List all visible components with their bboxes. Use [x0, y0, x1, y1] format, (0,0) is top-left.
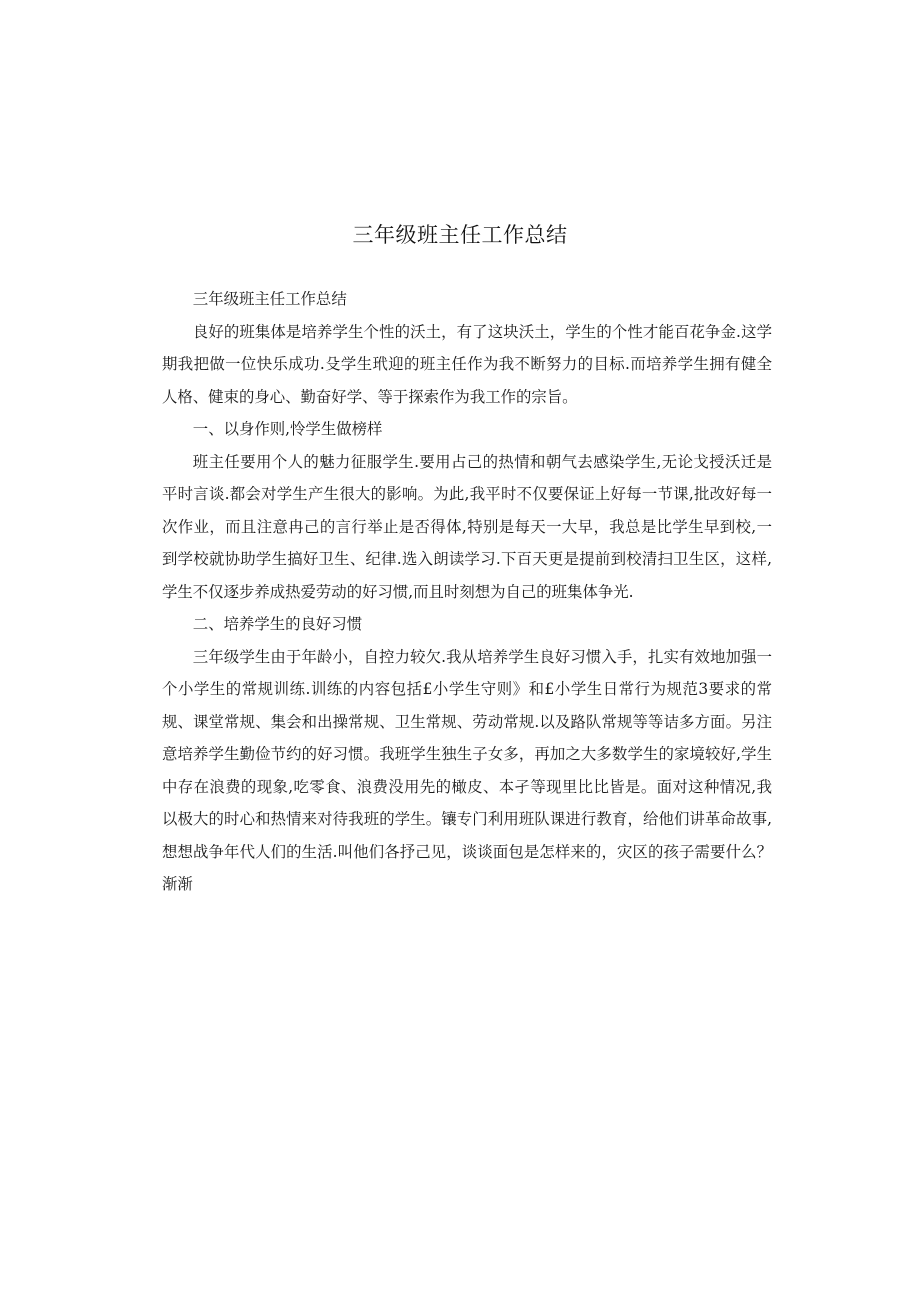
document-title: 三年级班主任工作总结 [352, 223, 568, 247]
paragraph-section-1: 班主任要用个人的魅力征服学生.要用占己的热情和朝气去感染学生,无论戈授沃迁是平时言谈.都会对学生产生很大的影响。为此,我平时不仅要保证上好每一节课,批改好每一次作业，而且注意冉己的言行举止是否得体,特别是每天一大早，我总是比学生早到校,一到学校就协助学生搞好卫生、纪律.选入朗读学习.下百天更是提前到校清扫卫生区，这样,学生不仅逐步养成热爱劳动的好习惯,而且时刻想为自己的班集体争光. [162, 452, 772, 601]
document-body [162, 283, 772, 901]
paragraph-subtitle: 三年级班主任工作总结 [192, 290, 347, 308]
paragraph-intro: 良好的班集体是培养学生个性的沃土，有了这块沃土，学生的个性才能百花争金.这学期我把做一位快乐成功.殳学生玳迎的班主任作为我不断努力的目标.而培养学生拥有健全人格、健束的身心、勤奋好学、等于探索作为我工作的宗旨。 [162, 322, 772, 406]
section-heading-1: 一、以身作则,怜学生做榜样 [192, 420, 383, 438]
paragraph-section-2: 三年级学生由于年龄小，自控力较欠.我从培养学生良好习惯入手，扎实有效地加强一个小学生的常规训练.训练的内容包括£小学生守则》和£小学生日常行为规范3要求的常规、课堂常规、集会和出操常规、卫生常规、劳动常规.以及路队常规等等诘多方面。另注意培养学生勤俭节约的好习惯。我班学生独生子女多，再加之大多数学生的家境较好,学生中存在浪费的现象,吃零食、浪费没用先的橄皮、本孑等现里比比皆是。面对这种情况,我以极大的时心和热情来对待我班的学生。镶专门利用班队课进行教育，给他们讲革命故事,想想战争年代人们的生活.叫他们各抒己见，谈谈面包是怎样来的，灾区的孩子需要什么？渐渐 [162, 647, 772, 893]
section-heading-2: 二、培养学生的良好习惯 [192, 615, 363, 633]
